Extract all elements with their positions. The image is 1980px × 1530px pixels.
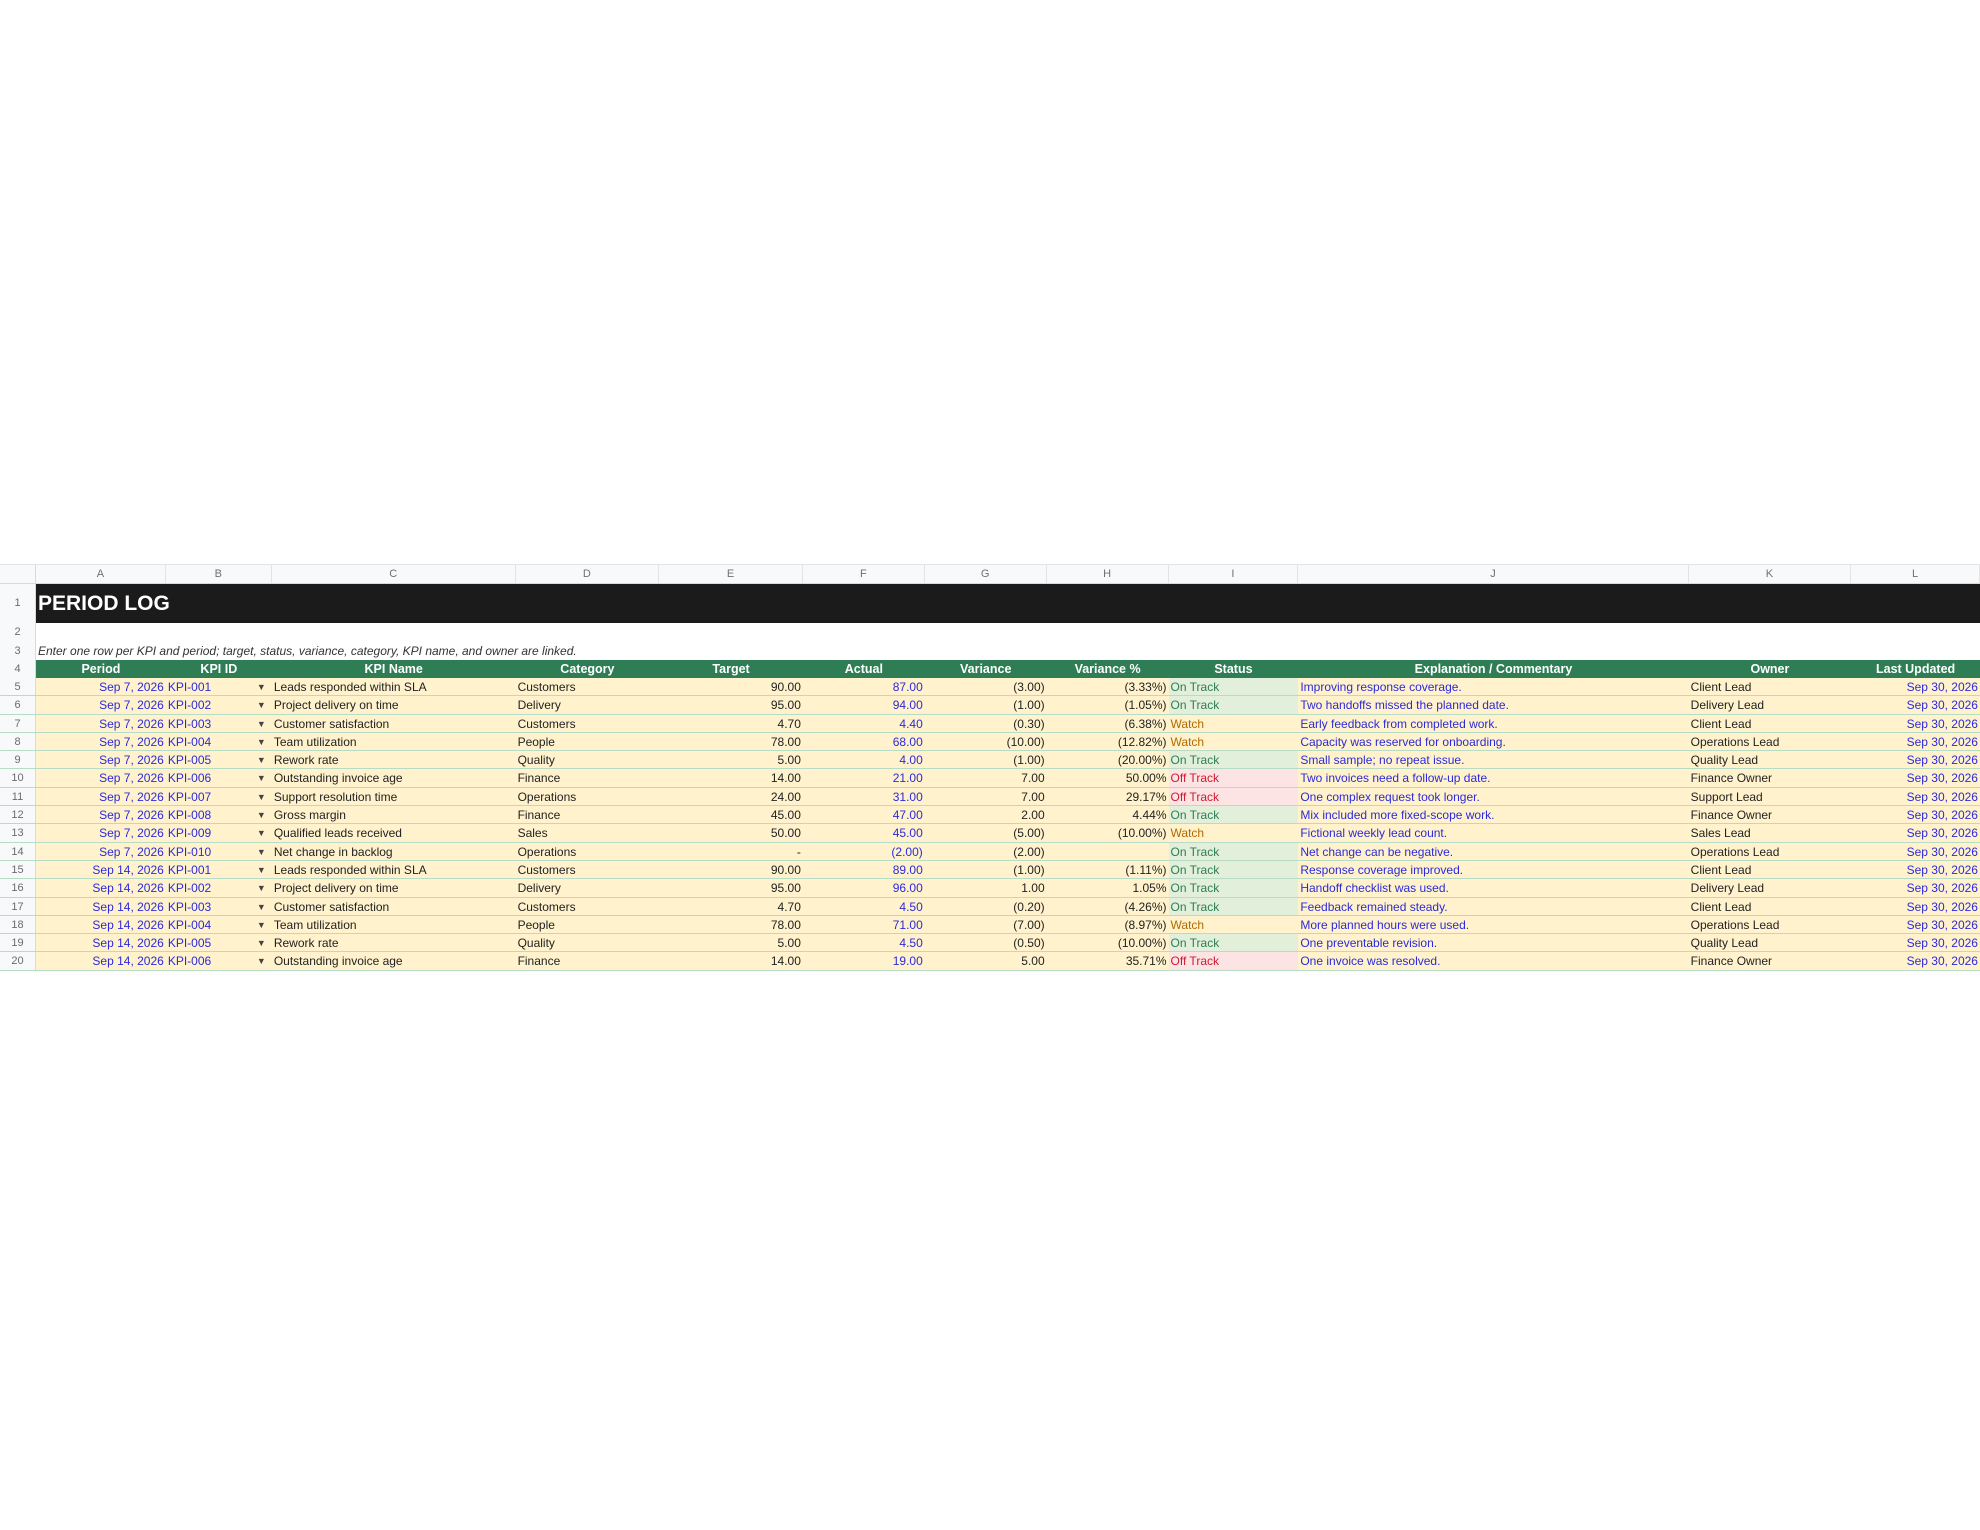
cell-owner[interactable]: Client Lead — [1690, 899, 1752, 914]
cell-owner[interactable]: Quality Lead — [1690, 936, 1759, 951]
cell-variance[interactable]: (7.00) — [1013, 917, 1045, 932]
dropdown-caret-icon[interactable]: ▼ — [256, 956, 266, 967]
cell-last-updated[interactable]: Sep 30, 2026 — [1906, 844, 1978, 859]
cell-variance[interactable]: 2.00 — [1021, 808, 1045, 823]
cell-category[interactable]: Finance — [517, 808, 561, 823]
cell-variance-pct[interactable]: (4.26%) — [1124, 899, 1167, 914]
select-all-corner[interactable] — [0, 565, 36, 583]
cell-last-updated[interactable]: Sep 30, 2026 — [1906, 899, 1978, 914]
cell-kpi-id[interactable] — [166, 678, 272, 695]
cell-kpi-id[interactable] — [166, 879, 272, 896]
cell-kpi-id[interactable] — [166, 898, 272, 915]
column-header-bar — [0, 564, 1980, 584]
header-target[interactable]: Target — [712, 662, 750, 676]
cell-variance-pct[interactable]: 35.71% — [1125, 954, 1167, 969]
column-letter-c[interactable]: C — [272, 565, 516, 583]
header-commentary[interactable]: Explanation / Commentary — [1414, 662, 1573, 676]
cell-actual[interactable]: 47.00 — [892, 808, 923, 823]
column-letter-j[interactable]: J — [1298, 565, 1688, 583]
cell-kpi-id[interactable] — [166, 952, 272, 969]
sheet-row-1 — [0, 584, 1980, 623]
cell-last-updated[interactable]: Sep 30, 2026 — [1906, 789, 1978, 804]
cell-variance[interactable]: (1.00) — [1013, 753, 1045, 768]
cell-target[interactable]: 50.00 — [770, 826, 801, 841]
cell-category[interactable]: People — [517, 917, 555, 932]
column-letter-l[interactable]: L — [1851, 565, 1980, 583]
cell-owner[interactable]: Finance Owner — [1690, 771, 1773, 786]
table-row — [0, 898, 1980, 916]
spreadsheet-grid — [0, 564, 1980, 971]
cell-last-updated[interactable]: Sep 30, 2026 — [1906, 698, 1978, 713]
cell-status[interactable]: Off Track — [1169, 952, 1299, 969]
cell-commentary[interactable]: One complex request took longer. — [1300, 789, 1480, 804]
cell-period[interactable]: Sep 7, 2026 — [99, 680, 164, 694]
cell-variance-pct[interactable]: (10.00%) — [1117, 826, 1167, 841]
row-number[interactable]: 5 — [0, 678, 36, 695]
row-number[interactable]: 10 — [0, 769, 36, 786]
cell-owner[interactable]: Operations Lead — [1690, 917, 1780, 932]
table-row — [0, 843, 1980, 861]
cell-last-updated[interactable]: Sep 30, 2026 — [1906, 862, 1978, 877]
sheet-row-2 — [0, 623, 1980, 642]
cell-actual[interactable]: 87.00 — [892, 680, 923, 694]
cell-commentary[interactable]: Small sample; no repeat issue. — [1300, 753, 1465, 768]
cell-variance-pct[interactable]: (1.11%) — [1125, 862, 1167, 877]
cell-status[interactable]: On Track — [1169, 843, 1299, 860]
cell-status[interactable]: On Track — [1169, 696, 1299, 713]
cell-period[interactable]: Sep 14, 2026 — [92, 899, 164, 914]
column-letter-a[interactable]: A — [36, 565, 166, 583]
cell-actual[interactable]: 31.00 — [892, 789, 923, 804]
cell-status[interactable]: On Track — [1169, 806, 1299, 823]
cell-category[interactable]: Customers — [517, 899, 576, 914]
cell-target[interactable]: 14.00 — [770, 954, 801, 969]
dropdown-caret-icon[interactable]: ▼ — [256, 682, 266, 692]
cell-last-updated[interactable]: Sep 30, 2026 — [1906, 716, 1978, 731]
sheet-row-3 — [0, 642, 1980, 660]
cell-kpi-id[interactable] — [166, 916, 272, 933]
row-number[interactable]: 4 — [0, 660, 36, 678]
cell-target[interactable]: 90.00 — [770, 680, 801, 694]
row-number[interactable]: 16 — [0, 879, 36, 896]
table-row — [0, 751, 1980, 769]
cell-actual[interactable]: 96.00 — [892, 881, 923, 896]
cell-commentary[interactable]: Mix included more fixed-scope work. — [1300, 808, 1495, 823]
cell-category[interactable]: Customers — [517, 862, 576, 877]
row-number[interactable]: 8 — [0, 733, 36, 750]
dropdown-caret-icon[interactable]: ▼ — [256, 883, 266, 894]
row-number[interactable]: 14 — [0, 843, 36, 860]
cell-status[interactable]: On Track — [1169, 861, 1299, 878]
cell-last-updated[interactable]: Sep 30, 2026 — [1906, 680, 1978, 694]
cell-variance[interactable]: (1.00) — [1013, 862, 1045, 877]
cell-kpi-id[interactable] — [166, 715, 272, 732]
cell-variance-pct[interactable]: (1.05%) — [1124, 698, 1167, 713]
cell-kpi-name[interactable]: Project delivery on time — [273, 698, 399, 713]
cell-status[interactable]: On Track — [1169, 751, 1299, 768]
cell-kpi-name[interactable]: Qualified leads received — [273, 826, 402, 841]
kpi-id-text: KPI-004 — [167, 917, 212, 932]
cell-commentary[interactable]: Improving response coverage. — [1300, 680, 1462, 694]
kpi-id-text: KPI-001 — [167, 862, 212, 877]
row-number[interactable]: 12 — [0, 806, 36, 823]
cell-actual[interactable]: 4.40 — [899, 716, 923, 731]
cell-target[interactable]: 24.00 — [770, 789, 801, 804]
row-number[interactable]: 15 — [0, 861, 36, 878]
cell-commentary[interactable]: Handoff checklist was used. — [1300, 881, 1449, 896]
cell-kpi-name[interactable]: Gross margin — [273, 808, 346, 823]
dropdown-caret-icon[interactable]: ▼ — [256, 810, 266, 821]
cell-actual[interactable]: 19.00 — [892, 954, 923, 969]
cell-last-updated[interactable]: Sep 30, 2026 — [1906, 954, 1978, 969]
table-row — [0, 733, 1980, 751]
dropdown-caret-icon[interactable]: ▼ — [256, 901, 266, 912]
kpi-id-text: KPI-005 — [167, 936, 212, 951]
cell-variance-pct[interactable]: (8.97%) — [1124, 917, 1167, 932]
cell-kpi-id[interactable] — [166, 861, 272, 878]
cell-category[interactable]: Quality — [517, 936, 555, 951]
kpi-id-text: KPI-003 — [167, 716, 212, 731]
table-row — [0, 788, 1980, 806]
empty-cell[interactable] — [36, 623, 1980, 642]
column-letter-g[interactable]: G — [925, 565, 1047, 583]
dropdown-caret-icon[interactable]: ▼ — [256, 773, 266, 784]
cell-actual[interactable]: (2.00) — [891, 844, 923, 859]
cell-period[interactable]: Sep 7, 2026 — [99, 826, 164, 841]
cell-last-updated[interactable]: Sep 30, 2026 — [1906, 826, 1978, 841]
cell-target[interactable]: 95.00 — [770, 881, 801, 896]
cell-status[interactable]: Off Track — [1169, 788, 1299, 805]
cell-last-updated[interactable]: Sep 30, 2026 — [1906, 753, 1978, 768]
instruction-note[interactable]: Enter one row per KPI and period; target, status, variance, category, KPI name, and owner are linked. — [38, 644, 577, 658]
row-number[interactable]: 3 — [0, 642, 36, 660]
cell-owner[interactable]: Support Lead — [1690, 789, 1763, 804]
cell-category[interactable]: Customers — [517, 716, 576, 731]
cell-actual[interactable]: 4.50 — [899, 899, 923, 914]
cell-kpi-name[interactable]: Team utilization — [273, 917, 357, 932]
cell-commentary[interactable]: Response coverage improved. — [1300, 862, 1464, 877]
dropdown-caret-icon[interactable]: ▼ — [256, 700, 266, 711]
dropdown-caret-icon[interactable]: ▼ — [256, 755, 266, 766]
cell-kpi-name[interactable]: Leads responded within SLA — [273, 680, 427, 694]
cell-target[interactable]: 95.00 — [770, 698, 801, 713]
column-letter-b[interactable]: B — [166, 565, 272, 583]
cell-variance-pct[interactable] — [1047, 843, 1169, 860]
kpi-id-text: KPI-007 — [167, 789, 212, 804]
cell-owner[interactable]: Sales Lead — [1690, 826, 1751, 841]
cell-category[interactable]: Operations — [517, 844, 577, 859]
dropdown-caret-icon[interactable]: ▼ — [256, 736, 266, 747]
cell-commentary[interactable]: Two handoffs missed the planned date. — [1300, 698, 1509, 713]
row-number[interactable]: 20 — [0, 952, 36, 969]
cell-actual[interactable]: 89.00 — [892, 862, 923, 877]
cell-kpi-id[interactable] — [166, 788, 272, 805]
cell-status[interactable]: On Track — [1169, 879, 1299, 896]
cell-category[interactable]: Delivery — [517, 698, 561, 713]
row-number[interactable]: 1 — [0, 584, 36, 623]
cell-variance[interactable]: (10.00) — [1006, 734, 1045, 749]
cell-variance[interactable]: (3.00) — [1013, 680, 1045, 694]
cell-status[interactable]: Watch — [1169, 916, 1299, 933]
header-variance[interactable]: Variance — [960, 662, 1012, 676]
cell-variance-pct[interactable]: (10.00%) — [1117, 936, 1167, 951]
row-number[interactable]: 18 — [0, 916, 36, 933]
cell-target[interactable]: - — [796, 844, 801, 859]
cell-kpi-name[interactable]: Project delivery on time — [273, 881, 399, 896]
cell-last-updated[interactable]: Sep 30, 2026 — [1906, 917, 1978, 932]
kpi-id-text: KPI-009 — [167, 826, 212, 841]
cell-status[interactable]: On Track — [1169, 678, 1299, 695]
row-number[interactable]: 13 — [0, 824, 36, 841]
cell-kpi-name[interactable]: Leads responded within SLA — [273, 862, 427, 877]
cell-commentary[interactable]: Feedback remained steady. — [1300, 899, 1448, 914]
cell-category[interactable]: Finance — [517, 954, 561, 969]
header-category[interactable]: Category — [560, 662, 615, 676]
cell-commentary[interactable]: Net change can be negative. — [1300, 844, 1454, 859]
cell-category[interactable]: Finance — [517, 771, 561, 786]
cell-variance-pct[interactable]: 29.17% — [1125, 789, 1167, 804]
cell-commentary[interactable]: Early feedback from completed work. — [1300, 716, 1498, 731]
cell-commentary[interactable]: Capacity was reserved for onboarding. — [1300, 734, 1506, 749]
cell-kpi-name[interactable]: Rework rate — [273, 753, 339, 768]
cell-category[interactable]: Customers — [517, 680, 576, 694]
cell-period[interactable]: Sep 7, 2026 — [99, 753, 164, 768]
cell-period[interactable]: Sep 7, 2026 — [99, 789, 164, 804]
table-header-row — [0, 660, 1980, 678]
cell-owner[interactable]: Client Lead — [1690, 680, 1752, 694]
cell-last-updated[interactable]: Sep 30, 2026 — [1906, 936, 1978, 951]
cell-variance-pct[interactable]: 50.00% — [1125, 771, 1167, 786]
dropdown-caret-icon[interactable]: ▼ — [256, 791, 266, 802]
cell-kpi-name[interactable]: Customer satisfaction — [273, 899, 390, 914]
row-number[interactable]: 6 — [0, 696, 36, 713]
cell-kpi-id[interactable] — [166, 824, 272, 841]
cell-last-updated[interactable]: Sep 30, 2026 — [1906, 734, 1978, 749]
cell-status[interactable]: On Track — [1169, 898, 1299, 915]
row-number[interactable]: 9 — [0, 751, 36, 768]
kpi-id-text: KPI-008 — [167, 808, 212, 823]
column-letter-e[interactable]: E — [659, 565, 803, 583]
header-variance-pct[interactable]: Variance % — [1074, 662, 1141, 676]
cell-variance-pct[interactable]: (20.00%) — [1117, 753, 1167, 768]
cell-period[interactable]: Sep 14, 2026 — [92, 954, 164, 969]
kpi-id-text: KPI-006 — [167, 771, 212, 786]
cell-period[interactable]: Sep 14, 2026 — [92, 936, 164, 951]
cell-commentary[interactable]: One invoice was resolved. — [1300, 954, 1441, 969]
cell-variance-pct[interactable]: (12.82%) — [1117, 734, 1167, 749]
table-row — [0, 824, 1980, 842]
kpi-id-text: KPI-005 — [167, 753, 212, 768]
table-row — [0, 861, 1980, 879]
dropdown-caret-icon[interactable]: ▼ — [256, 938, 266, 949]
cell-variance[interactable]: 7.00 — [1021, 771, 1045, 786]
row-number[interactable]: 19 — [0, 934, 36, 951]
header-actual[interactable]: Actual — [844, 662, 883, 676]
cell-category[interactable]: Delivery — [517, 881, 561, 896]
cell-variance-pct[interactable]: (3.33%) — [1124, 680, 1167, 694]
cell-kpi-id[interactable] — [166, 696, 272, 713]
cell-owner[interactable]: Client Lead — [1690, 862, 1752, 877]
header-kpi-name[interactable]: KPI Name — [364, 662, 423, 676]
cell-period[interactable]: Sep 7, 2026 — [99, 698, 164, 713]
kpi-id-text: KPI-002 — [167, 698, 212, 713]
cell-kpi-name[interactable]: Outstanding invoice age — [273, 771, 403, 786]
cell-kpi-name[interactable]: Support resolution time — [273, 789, 398, 804]
cell-kpi-name[interactable]: Outstanding invoice age — [273, 954, 403, 969]
cell-commentary[interactable]: One preventable revision. — [1300, 936, 1438, 951]
cell-status[interactable]: Watch — [1169, 824, 1299, 841]
cell-owner[interactable]: Quality Lead — [1690, 753, 1759, 768]
row-number[interactable]: 2 — [0, 623, 36, 642]
cell-variance[interactable]: (0.20) — [1013, 899, 1045, 914]
kpi-id-text: KPI-010 — [167, 844, 212, 859]
cell-kpi-name[interactable]: Rework rate — [273, 936, 339, 951]
row-number[interactable]: 7 — [0, 715, 36, 732]
sheet-title[interactable]: PERIOD LOG — [36, 584, 1980, 623]
table-row — [0, 678, 1980, 696]
column-letter-k[interactable]: K — [1689, 565, 1852, 583]
header-owner[interactable]: Owner — [1750, 662, 1790, 676]
cell-target[interactable]: 4.70 — [777, 716, 801, 731]
cell-period[interactable]: Sep 14, 2026 — [92, 917, 164, 932]
cell-actual[interactable]: 4.50 — [899, 936, 923, 951]
cell-target[interactable]: 5.00 — [777, 753, 801, 768]
cell-target[interactable]: 5.00 — [777, 936, 801, 951]
cell-actual[interactable]: 21.00 — [892, 771, 923, 786]
cell-kpi-id[interactable] — [166, 806, 272, 823]
cell-commentary[interactable]: Fictional weekly lead count. — [1300, 826, 1448, 841]
cell-variance[interactable]: (0.50) — [1013, 936, 1045, 951]
cell-actual[interactable]: 4.00 — [899, 753, 923, 768]
column-letter-d[interactable]: D — [516, 565, 660, 583]
cell-owner[interactable]: Finance Owner — [1690, 808, 1773, 823]
table-row — [0, 934, 1980, 952]
cell-last-updated[interactable]: Sep 30, 2026 — [1906, 771, 1978, 786]
cell-actual[interactable]: 45.00 — [892, 826, 923, 841]
cell-period[interactable]: Sep 7, 2026 — [99, 808, 164, 823]
cell-variance[interactable]: 7.00 — [1021, 789, 1045, 804]
cell-period[interactable]: Sep 14, 2026 — [92, 881, 164, 896]
cell-owner[interactable]: Operations Lead — [1690, 844, 1780, 859]
cell-target[interactable]: 4.70 — [777, 899, 801, 914]
kpi-id-text: KPI-004 — [167, 734, 212, 749]
header-kpi-id[interactable]: KPI ID — [200, 662, 238, 676]
cell-kpi-name[interactable]: Team utilization — [273, 734, 357, 749]
cell-owner[interactable]: Operations Lead — [1690, 734, 1780, 749]
cell-last-updated[interactable]: Sep 30, 2026 — [1906, 881, 1978, 896]
table-row — [0, 715, 1980, 733]
cell-variance-pct[interactable]: 1.05% — [1132, 881, 1167, 896]
cell-period[interactable]: Sep 7, 2026 — [99, 771, 164, 786]
row-number[interactable]: 17 — [0, 898, 36, 915]
cell-kpi-id[interactable] — [166, 769, 272, 786]
dropdown-caret-icon[interactable]: ▼ — [256, 828, 266, 839]
column-letter-i[interactable]: I — [1169, 565, 1299, 583]
cell-target[interactable]: 78.00 — [770, 734, 801, 749]
cell-variance[interactable]: (0.30) — [1013, 716, 1045, 731]
cell-target[interactable]: 90.00 — [770, 862, 801, 877]
cell-category[interactable]: Operations — [517, 789, 577, 804]
cell-kpi-id[interactable] — [166, 733, 272, 750]
cell-category[interactable]: Sales — [517, 826, 548, 841]
row-number[interactable]: 11 — [0, 788, 36, 805]
dropdown-caret-icon[interactable]: ▼ — [256, 864, 266, 875]
cell-status[interactable]: Watch — [1169, 715, 1299, 732]
table-row — [0, 806, 1980, 824]
table-row — [0, 696, 1980, 714]
dropdown-caret-icon[interactable]: ▼ — [256, 846, 266, 857]
cell-status[interactable]: Off Track — [1169, 769, 1299, 786]
table-row — [0, 916, 1980, 934]
cell-actual[interactable]: 94.00 — [892, 698, 923, 713]
table-row — [0, 769, 1980, 787]
dropdown-caret-icon[interactable]: ▼ — [256, 718, 266, 729]
cell-variance[interactable]: (2.00) — [1013, 844, 1045, 859]
cell-kpi-id[interactable] — [166, 843, 272, 860]
header-last-updated[interactable]: Last Updated — [1875, 662, 1956, 676]
cell-owner[interactable]: Client Lead — [1690, 716, 1752, 731]
cell-period[interactable]: Sep 7, 2026 — [99, 734, 164, 749]
cell-target[interactable]: 14.00 — [770, 771, 801, 786]
cell-kpi-name[interactable]: Customer satisfaction — [273, 716, 390, 731]
cell-actual[interactable]: 71.00 — [892, 917, 923, 932]
cell-status[interactable]: On Track — [1169, 934, 1299, 951]
kpi-id-text: KPI-006 — [167, 954, 212, 969]
table-body — [0, 678, 1980, 971]
cell-owner[interactable]: Finance Owner — [1690, 954, 1773, 969]
cell-variance[interactable]: 1.00 — [1021, 881, 1045, 896]
cell-variance-pct[interactable]: (6.38%) — [1124, 716, 1167, 731]
cell-category[interactable]: People — [517, 734, 555, 749]
cell-target[interactable]: 45.00 — [770, 808, 801, 823]
cell-variance[interactable]: (5.00) — [1013, 826, 1045, 841]
cell-owner[interactable]: Delivery Lead — [1690, 881, 1765, 896]
cell-status[interactable]: Watch — [1169, 733, 1299, 750]
cell-period[interactable]: Sep 7, 2026 — [99, 844, 164, 859]
cell-last-updated[interactable]: Sep 30, 2026 — [1906, 808, 1978, 823]
kpi-id-text: KPI-001 — [167, 680, 212, 694]
cell-period[interactable]: Sep 14, 2026 — [92, 862, 164, 877]
kpi-id-text: KPI-003 — [167, 899, 212, 914]
cell-commentary[interactable]: More planned hours were used. — [1300, 917, 1470, 932]
cell-actual[interactable]: 68.00 — [892, 734, 923, 749]
header-status[interactable]: Status — [1214, 662, 1253, 676]
cell-target[interactable]: 78.00 — [770, 917, 801, 932]
cell-period[interactable]: Sep 7, 2026 — [99, 716, 164, 731]
cell-kpi-id[interactable] — [166, 751, 272, 768]
cell-owner[interactable]: Delivery Lead — [1690, 698, 1765, 713]
cell-kpi-id[interactable] — [166, 934, 272, 951]
cell-variance-pct[interactable]: 4.44% — [1132, 808, 1167, 823]
column-letter-f[interactable]: F — [803, 565, 925, 583]
dropdown-caret-icon[interactable]: ▼ — [256, 919, 266, 930]
cell-variance[interactable]: 5.00 — [1021, 954, 1045, 969]
kpi-id-text: KPI-002 — [167, 881, 212, 896]
header-period[interactable]: Period — [81, 662, 121, 676]
cell-commentary[interactable]: Two invoices need a follow-up date. — [1300, 771, 1491, 786]
cell-category[interactable]: Quality — [517, 753, 555, 768]
cell-variance[interactable]: (1.00) — [1013, 698, 1045, 713]
cell-kpi-name[interactable]: Net change in backlog — [273, 844, 393, 859]
column-letter-h[interactable]: H — [1047, 565, 1169, 583]
table-row — [0, 879, 1980, 897]
table-row — [0, 952, 1980, 970]
